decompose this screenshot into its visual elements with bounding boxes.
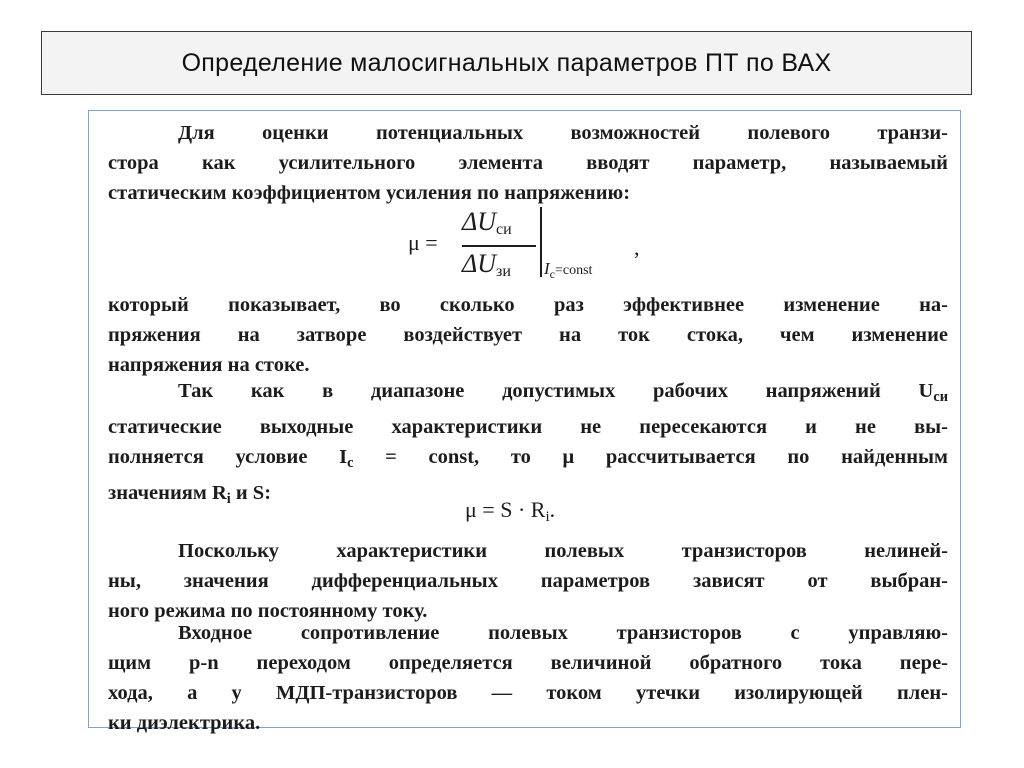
text-line: напряжения на стоке.	[108, 354, 310, 376]
numerator: $\Delta U_{си}$	[462, 207, 512, 238]
text-line: Входное сопротивление полевых транзисторов с управляю-	[178, 622, 948, 644]
text-line: статические выходные характеристики не пересекаются и не вы-	[108, 416, 948, 438]
fraction-bar	[462, 245, 536, 247]
text-line: щим p-n переходом определяется величиной обратного тока пере-	[108, 652, 948, 674]
text-line: Поскольку характеристики полевых транзисторов нелиней-	[178, 540, 948, 562]
paragraph-intro	[108, 118, 948, 208]
paragraph-explanation	[108, 290, 948, 380]
denominator: $\Delta U_{зи}$	[462, 249, 511, 280]
formula-comma: ,	[634, 235, 640, 260]
paragraph-input-resistance	[108, 618, 948, 738]
condition: $I_с=const$	[544, 259, 593, 281]
text-line: стора как усилительного элемента вводят параметр, называемый	[108, 152, 948, 174]
text-line: который показывает, во сколько раз эффективнее изменение на-	[108, 294, 948, 316]
paragraph-condition	[108, 376, 948, 514]
evaluation-bar	[540, 207, 542, 277]
slide-title-box	[41, 31, 972, 95]
text-line: ны, значения дифференциальных параметров зависят от выбран-	[108, 570, 948, 592]
text-line: Так как в диапазоне допустимых рабочих напряжений $U_{си}$	[178, 380, 948, 405]
paragraph-nonlinearity	[108, 536, 948, 626]
text-line: ки диэлектрика.	[108, 712, 261, 734]
text-line: значениям $R_i$ и S:	[108, 482, 272, 507]
text-line: полняется условие $I_с$ = const, то μ рассчитывается по найденным	[108, 446, 948, 471]
slide-title: Определение малосигнальных параметров ПТ по ВАХ	[181, 48, 832, 77]
text-line: хода, а у МДП-транзисторов — током утечки изолирующей плен-	[108, 682, 948, 704]
text-line: статическим коэффициентом усиления по напряжению:	[108, 182, 631, 204]
mu-symbol: μ =	[408, 230, 438, 255]
text-line: пряжения на затворе воздействует на ток стока, чем изменение	[108, 324, 948, 346]
formula-mu-definition	[408, 205, 648, 285]
formula-mu-product: $\mu = S \cdot R_i$.	[465, 497, 556, 525]
text-line: Для оценки потенциальных возможностей полевого транзи-	[178, 122, 948, 144]
text-line: ного режима по постоянному току.	[108, 600, 428, 622]
